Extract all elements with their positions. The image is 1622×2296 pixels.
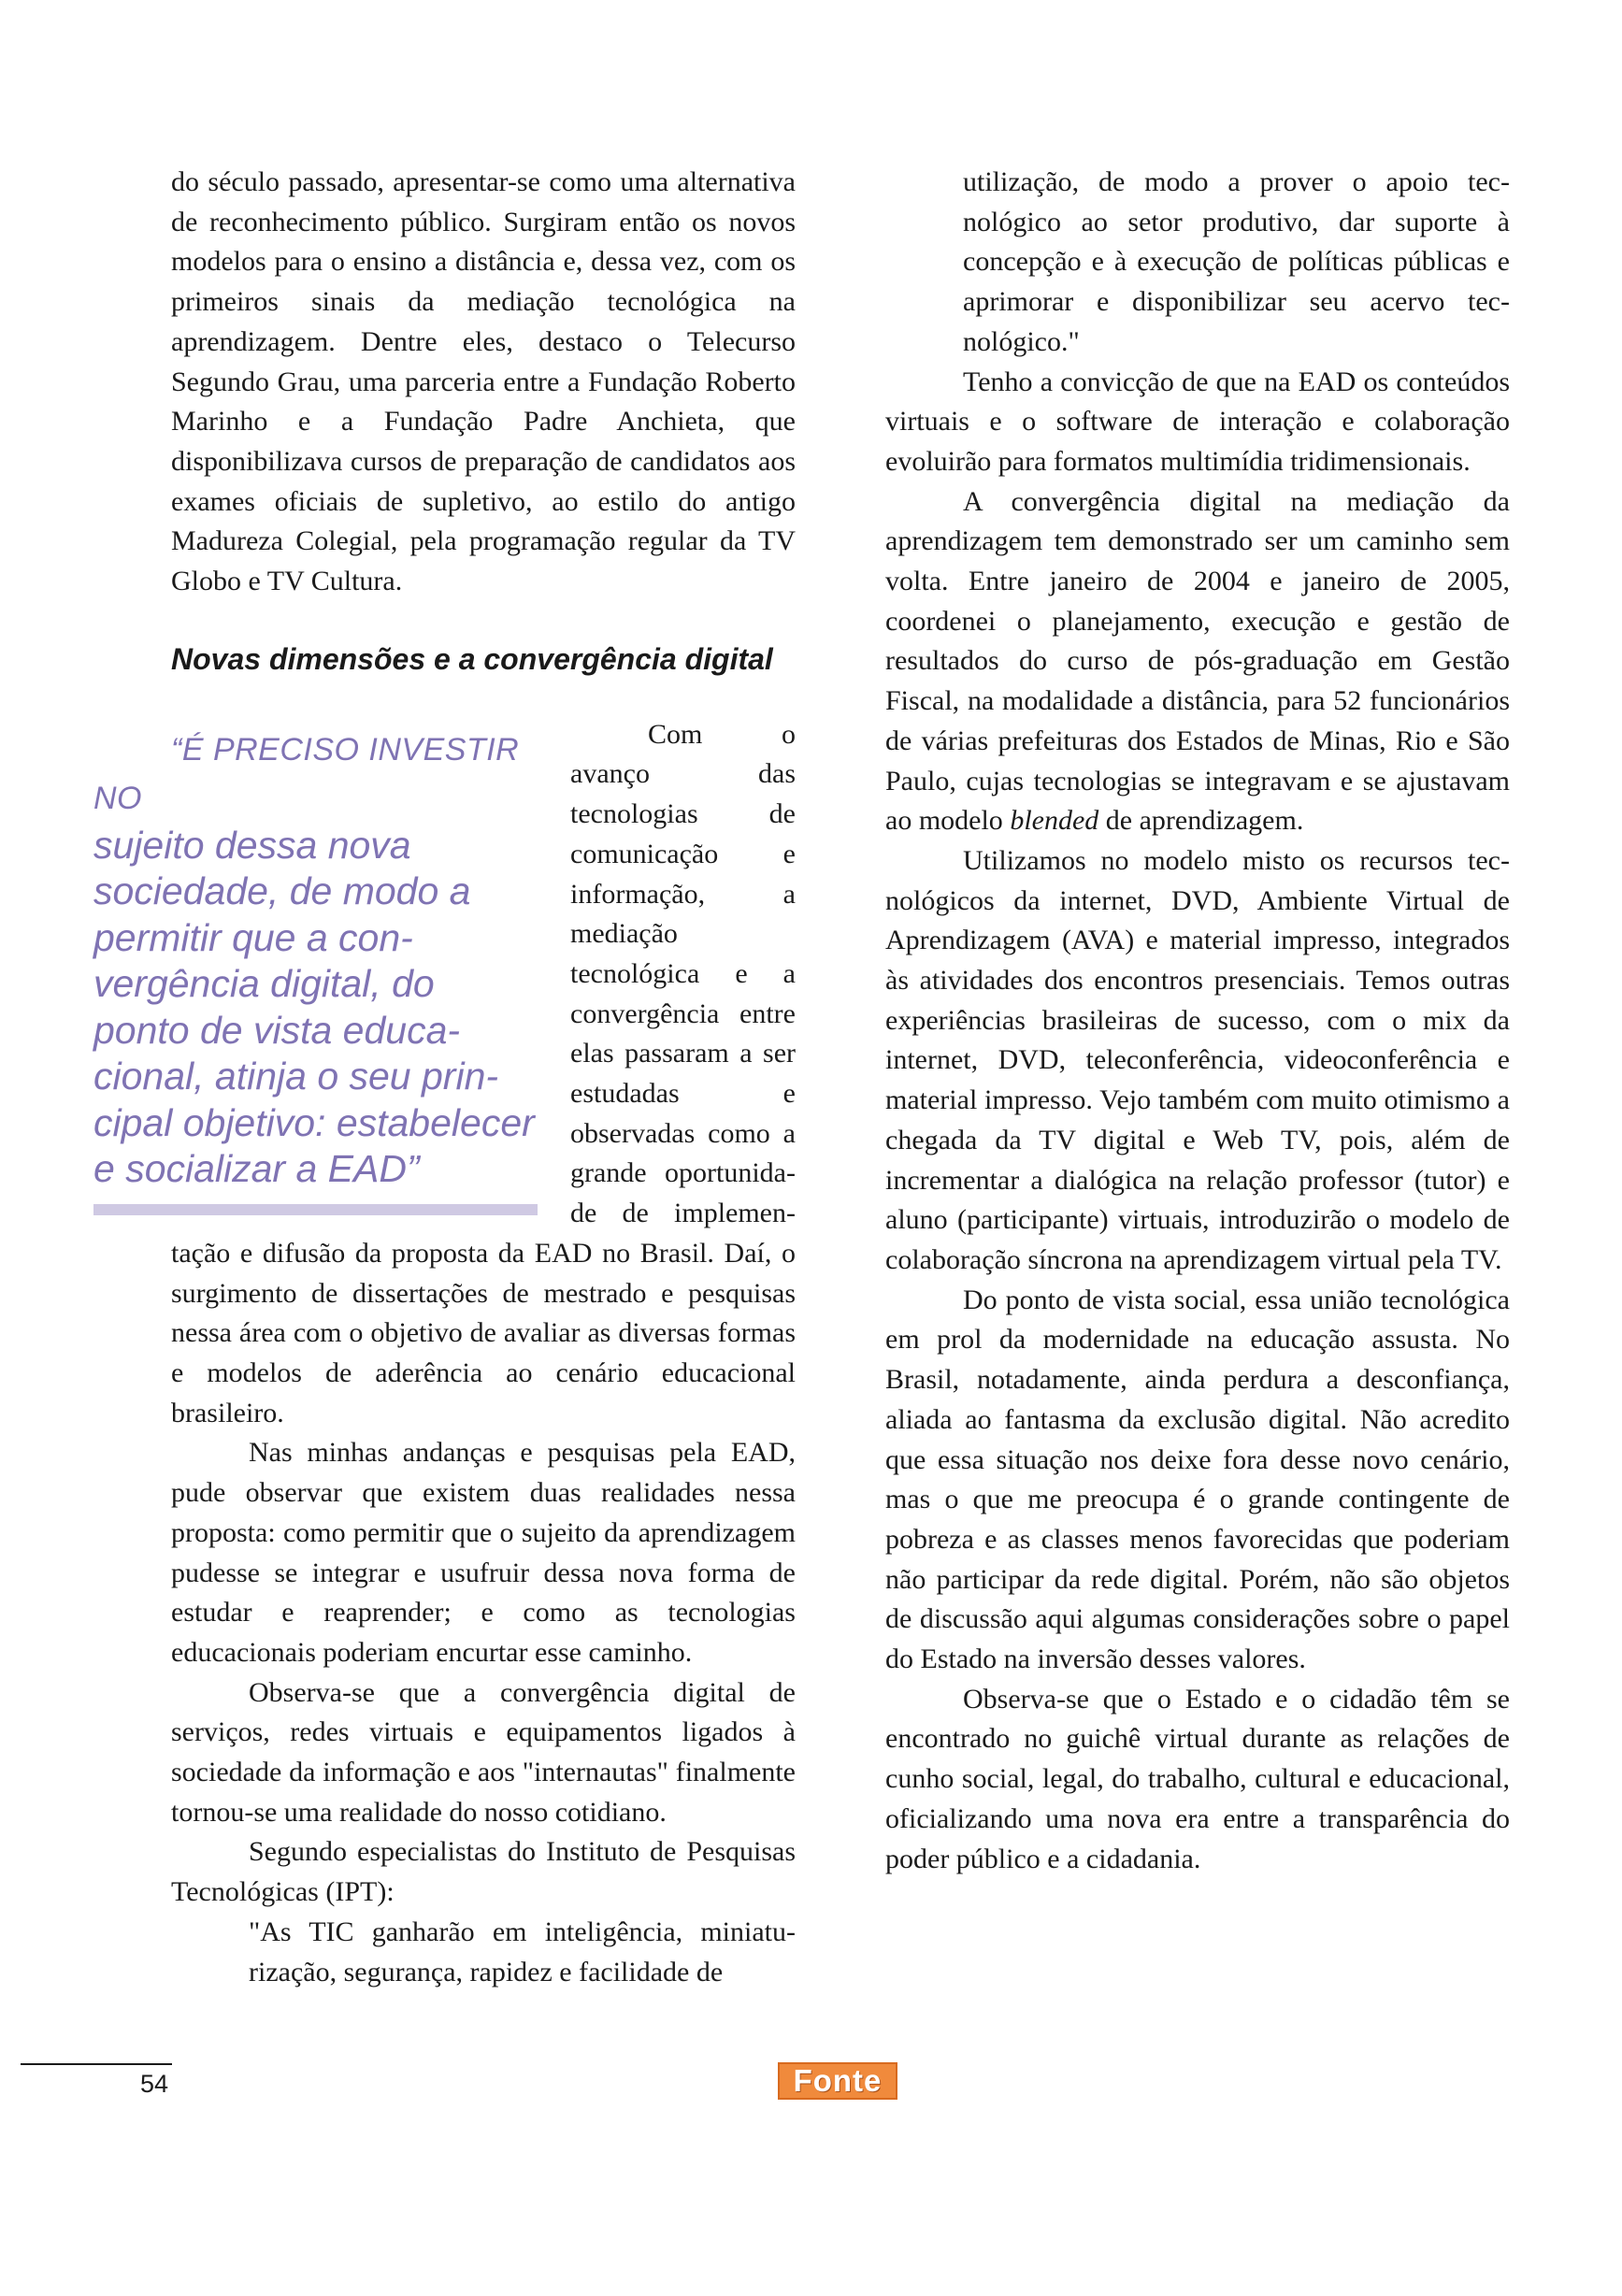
body-text: Com o avanço das tecnologias de comunicação e informação, a mediação tecnológica e a convergência entre elas passaram a ser estudadas e observadas como a grande oportunidade de implementação e difusão da proposta da EAD no Brasil. Daí, o surgimento de dissertações de mestrado e pesquisas nessa área com o objetivo de avaliar as diversas formas e modelos de aderência ao cenário educacional brasileiro. (171, 718, 796, 1428)
body-paragraph: Observa-se que o Estado e o cidadão têm se encontrado no guichê virtual durante as relações de cunho social, legal, do trabalho, cultural e educacional, oficializando uma nova era entre a transparência do poder público e a cidadania. (885, 1683, 1510, 1874)
body-paragraph: Observa-se que a convergência digital de serviços, redes virtuais e equipamentos ligados à sociedade da informação e aos "internautas" finalmente tornou-se uma realidade do nosso cotidiano. (171, 1676, 796, 1828)
body-paragraph: Tenho a convicção de que na EAD os conteúdos virtuais e o software de interação e colaboração evoluirão para formatos multimídia tridimensionais. (885, 366, 1510, 477)
body-paragraph (885, 482, 1510, 841)
left-column (93, 163, 796, 1992)
body-paragraph: Segundo especialistas do Instituto de Pesquisas Tecnológicas (IPT): (171, 1836, 796, 1908)
body-paragraph: Utilizamos no modelo misto os recursos tecnológicos da internet, DVD, Ambiente Virtual de Aprendizagem (AVA) e material impresso, integrados às atividades dos encontros presenciais. Temos outras experiências brasileiras de sucesso, com o mix da internet, DVD, teleconferência, videoconferência e material impresso. Vejo também com muito otimismo a chegada da TV digital e Web TV, pois, além de incrementar a dialógica na relação professor (tutor) e aluno (participante) virtuais, introduzirão o modelo de colaboração síncrona na aprendizagem virtual pela TV. (885, 844, 1510, 1275)
right-column (885, 163, 1510, 1879)
body-paragraph (93, 715, 796, 1434)
emphasis-text: blended (1010, 805, 1099, 837)
pull-quote-lead: “É PRECISO INVESTIR NO (93, 731, 520, 817)
page-number: 54 (140, 2070, 169, 2098)
body-paragraph: Nas minhas andanças e pesquisas pela EAD, pude observar que existem duas realidades nessa proposta: como permitir que o sujeito da aprendizagem pudesse se integrar e usufruir dessa nova forma de estudar e reaprender; e como as tecnologias educacionais poderiam encurtar esse caminho. (171, 1437, 796, 1668)
pull-quote (93, 725, 538, 1215)
fonte-logo: Fonte (778, 2062, 897, 2100)
body-text: A convergência digital na mediação da aprendizagem tem demonstrado ser um caminho sem volta. Entre janeiro de 2004 e janeiro de 2005, coordenei o planejamento, execução e gestão de resultados do curso de pós-graduação em Gestão Fiscal, na modalidade a distância, para 52 funcionários de várias prefeituras dos Estados de Minas, Rio e São Paulo, cujas tecnologias se integravam e se ajustavam ao modelo (885, 485, 1510, 837)
quotation-paragraph: utilização, de modo a prover o apoio tecnológico ao setor produtivo, dar suporte à concepção e à execução de políticas públicas e aprimorar e disponibilizar seu acervo tecnológico." (963, 166, 1510, 357)
quotation-paragraph: "As TIC ganharão em inteligência, miniaturização, segurança, rapidez e facilidade de (249, 1916, 796, 1987)
footer-rule (21, 2063, 172, 2065)
section-heading: Novas dimensões e a convergência digital (171, 641, 773, 676)
pull-quote-text: sujeito dessa nova sociedade, de modo a permitir que a convergência digital, do ponto de vista educacional, atinja o seu principal objetivo: estabelecer e socializar a EAD” (93, 823, 535, 1191)
body-paragraph: do século passado, apresentar-se como uma alternativa de reconhecimento público. Surgiram então os novos modelos para o ensino a distância e, dessa vez, com os primeiros sinais da mediação tecnológica na aprendizagem. Dentre eles, destaco o Telecurso Segundo Grau, uma parceria entre a Fundação Roberto Marinho e a Fundação Padre Anchieta, que disponibilizava cursos de preparação de candidatos aos exames oficiais de supletivo, ao estilo do antigo Madureza Colegial, pela programação regular da TV Globo e TV Cultura. (171, 166, 796, 597)
body-text: de aprendizagem. (1105, 805, 1304, 837)
body-paragraph: Do ponto de vista social, essa união tecnológica em prol da modernidade na educação assusta. No Brasil, notadamente, ainda perdura a desconfiança, aliada ao fantasma da exclusão digital. Não acredito que essa situação nos deixe fora desse novo cenário, mas o que me preocupa é o grande contingente de pobreza e as classes menos favorecidas que poderiam não participar da rede digital. Porém, não são objetos de discussão aqui algumas considerações sobre o papel do Estado na inversão desses valores. (885, 1284, 1510, 1675)
